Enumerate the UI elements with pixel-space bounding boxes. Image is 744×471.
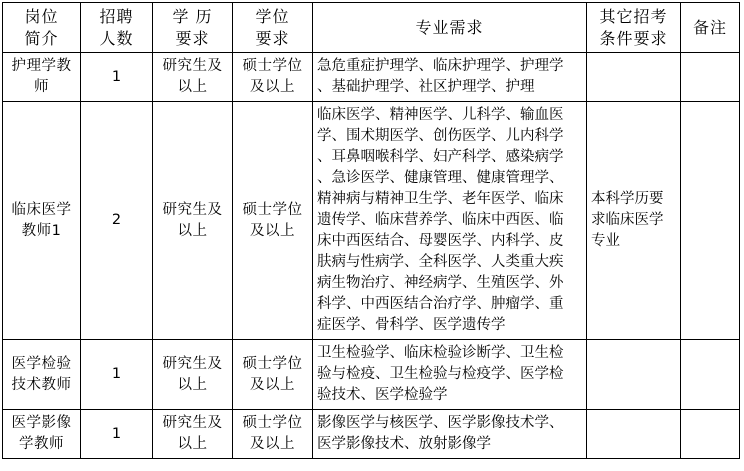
header-line: 专业需求 xyxy=(415,17,484,37)
cell-line: 医学影像 xyxy=(11,415,72,432)
cell-line: 临床医学、精神医学、儿科学、输血医 xyxy=(317,107,564,124)
cell-major xyxy=(313,340,587,410)
cell-line: 、急诊医学、健康管理、健康管理学、 xyxy=(317,170,564,187)
cell-education xyxy=(153,53,233,102)
table-row xyxy=(3,53,740,102)
cell-line: 技术教师 xyxy=(11,376,72,393)
cell-line: 症医学、骨科学、医学遗传学 xyxy=(317,317,506,334)
cell-line: 护理学教 xyxy=(11,58,72,75)
cell-line: 、基础护理学、社区护理学、护理 xyxy=(317,79,535,96)
cell-position xyxy=(3,340,81,410)
column-header-education xyxy=(153,3,233,53)
header-line: 学 历 xyxy=(172,7,213,26)
table-header-row xyxy=(3,3,740,53)
cell-line: 验技术、医学检验学 xyxy=(317,387,448,404)
cell-count: 1 xyxy=(81,340,153,410)
cell-count: 2 xyxy=(81,102,153,340)
cell-line: 、耳鼻咽喉科学、妇产科学、感染病学 xyxy=(317,149,564,166)
column-header-position xyxy=(3,3,81,53)
job-requirements-table xyxy=(2,2,740,459)
cell-line: 以上 xyxy=(177,376,208,393)
cell-line: 以上 xyxy=(177,79,208,96)
cell-count: 1 xyxy=(81,53,153,102)
cell-line: 学、围术期医学、创伤医学、儿内科学 xyxy=(317,128,564,145)
header-line: 要求 xyxy=(175,28,210,48)
cell-line: 师 xyxy=(34,79,49,96)
header-line: 要求 xyxy=(255,28,290,48)
cell-line: 临床医学 xyxy=(11,201,72,218)
cell-degree xyxy=(233,410,313,459)
cell-remark xyxy=(681,102,740,340)
cell-remark xyxy=(681,410,740,459)
header-line: 学位 xyxy=(255,7,290,26)
cell-other-conditions xyxy=(587,102,681,340)
cell-line: 及以上 xyxy=(250,376,295,393)
cell-education xyxy=(153,340,233,410)
cell-position xyxy=(3,410,81,459)
cell-line: 及以上 xyxy=(250,436,295,453)
cell-line: 床中西医结合、母婴医学、内科学、皮 xyxy=(317,233,564,250)
cell-line: 以上 xyxy=(177,436,208,453)
cell-line: 硕士学位 xyxy=(242,355,303,372)
cell-line: 及以上 xyxy=(250,79,295,96)
cell-line: 求临床医学 xyxy=(591,212,664,229)
cell-line: 遗传学、临床营养学、临床中西医、临 xyxy=(317,212,564,229)
cell-line: 医学影像技术、放射影像学 xyxy=(317,436,491,453)
column-header-count xyxy=(81,3,153,53)
cell-major xyxy=(313,410,587,459)
cell-line: 硕士学位 xyxy=(242,201,303,218)
cell-line: 急危重症护理学、临床护理学、护理学 xyxy=(317,58,564,75)
cell-line: 研究生及 xyxy=(162,415,223,432)
cell-line: 病生物治疗、神经病学、生殖医学、外 xyxy=(317,275,564,292)
header-line: 条件要求 xyxy=(599,28,668,48)
cell-line: 硕士学位 xyxy=(242,58,303,75)
cell-line: 专业 xyxy=(591,233,620,250)
cell-major xyxy=(313,102,587,340)
cell-other-conditions xyxy=(587,53,681,102)
table-row xyxy=(3,340,740,410)
cell-position xyxy=(3,53,81,102)
cell-education xyxy=(153,102,233,340)
cell-line: 及以上 xyxy=(250,222,295,239)
cell-line: 硕士学位 xyxy=(242,415,303,432)
cell-line: 以上 xyxy=(177,222,208,239)
column-header-degree xyxy=(233,3,313,53)
cell-remark xyxy=(681,53,740,102)
cell-line: 研究生及 xyxy=(162,58,223,75)
cell-position xyxy=(3,102,81,340)
cell-other-conditions xyxy=(587,410,681,459)
header-line: 人数 xyxy=(99,28,134,48)
cell-line: 验与检疫、卫生检验与检疫学、医学检 xyxy=(317,366,564,383)
cell-line: 肤病与性病学、全科医学、人类重大疾 xyxy=(317,254,564,271)
cell-other-conditions xyxy=(587,340,681,410)
table-row xyxy=(3,410,740,459)
cell-line: 精神病与精神卫生学、老年医学、临床 xyxy=(317,191,564,208)
cell-major xyxy=(313,53,587,102)
cell-degree xyxy=(233,340,313,410)
header-line: 招聘 xyxy=(99,7,134,26)
cell-line: 医学检验 xyxy=(11,355,72,372)
cell-line: 教师1 xyxy=(21,222,62,239)
header-line: 其它招考 xyxy=(599,7,668,26)
cell-line: 科学、中西医结合治疗学、肿瘤学、重 xyxy=(317,296,564,313)
column-header-other-conditions xyxy=(587,3,681,53)
cell-remark xyxy=(681,340,740,410)
cell-education xyxy=(153,410,233,459)
cell-line: 研究生及 xyxy=(162,355,223,372)
cell-degree xyxy=(233,102,313,340)
table-row xyxy=(3,102,740,340)
cell-line: 影像医学与核医学、医学影像技术学、 xyxy=(317,415,564,432)
cell-line: 卫生检验学、临床检验诊断学、卫生检 xyxy=(317,345,564,362)
column-header-major xyxy=(313,3,587,53)
cell-count: 1 xyxy=(81,410,153,459)
cell-line: 学教师 xyxy=(19,436,64,453)
cell-line: 本科学历要 xyxy=(591,191,664,208)
header-line: 岗位 xyxy=(24,7,59,26)
job-posting-table-sheet xyxy=(0,2,744,459)
header-line: 简介 xyxy=(24,28,59,48)
cell-degree xyxy=(233,53,313,102)
cell-line: 研究生及 xyxy=(162,201,223,218)
header-line: 备注 xyxy=(692,17,727,37)
column-header-remark xyxy=(681,3,740,53)
